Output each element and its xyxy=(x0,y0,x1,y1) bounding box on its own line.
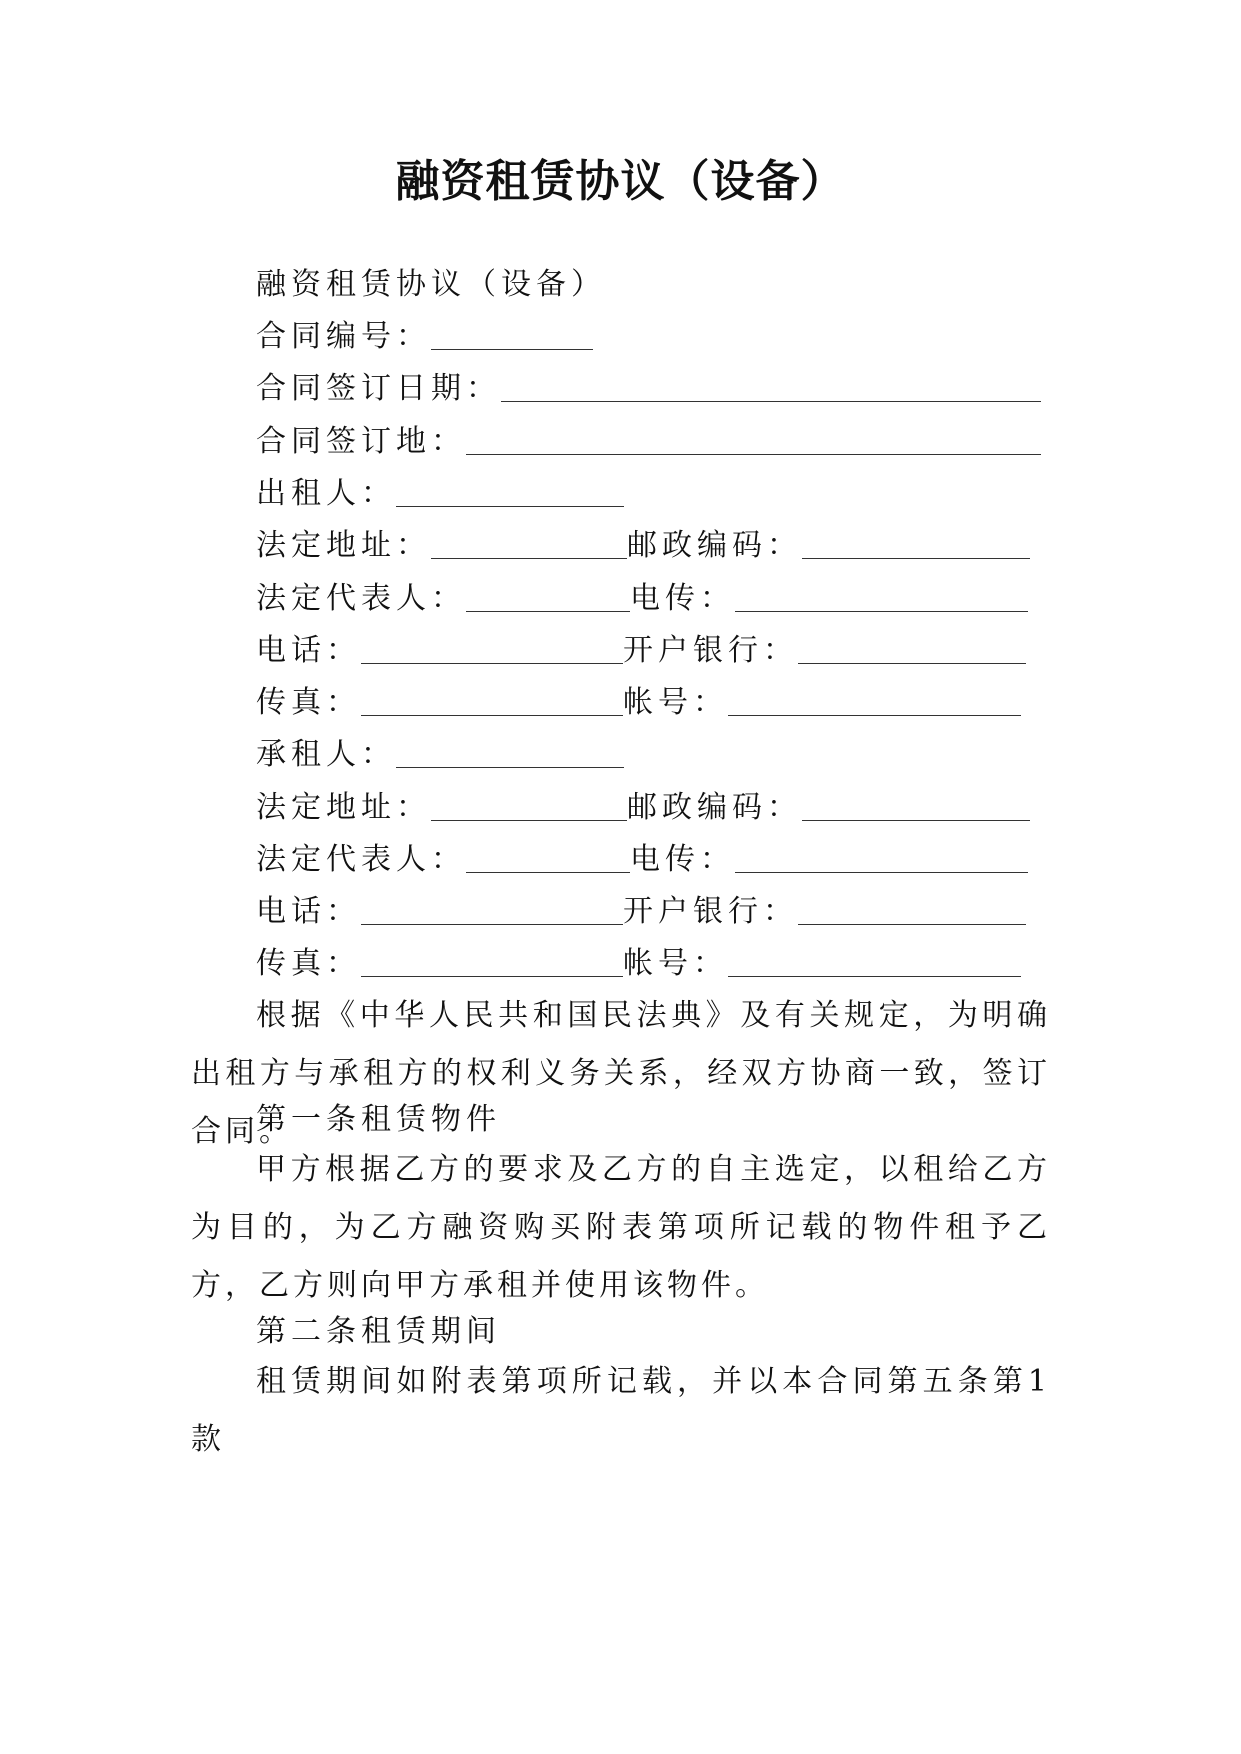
lessor-postcode-field[interactable] xyxy=(802,528,1030,559)
lessor-phone-row xyxy=(256,629,1026,673)
lessor-bank-field[interactable] xyxy=(798,633,1026,664)
lessor-row xyxy=(256,472,624,516)
lessor-rep-label: 法定代表人： xyxy=(256,581,466,616)
lessor-address-row xyxy=(256,524,1030,568)
lessee-name-field[interactable] xyxy=(396,737,624,768)
lessor-name-field[interactable] xyxy=(396,476,624,507)
sign-place-row xyxy=(256,420,1041,464)
article-2-text: 租赁期间如附表第项所记载，并以本合同第五条第1款 xyxy=(191,1364,1051,1457)
lessor-rep-field[interactable] xyxy=(466,581,630,612)
lessor-fax-label: 传真： xyxy=(256,685,361,720)
lessee-label: 承租人： xyxy=(256,737,396,772)
lessee-address-row xyxy=(256,786,1030,830)
contract-number-label: 合同编号： xyxy=(256,319,431,354)
article-1-heading: 第一条租赁物件 xyxy=(256,1102,501,1137)
contract-number-field[interactable] xyxy=(431,319,593,350)
sign-date-label: 合同签订日期： xyxy=(256,371,501,406)
lessor-address-field[interactable] xyxy=(431,528,627,559)
lessor-address-label: 法定地址： xyxy=(256,528,431,563)
lessor-label: 出租人： xyxy=(256,476,396,511)
lessor-account-label: 帐号： xyxy=(623,685,728,720)
lessee-postcode-field[interactable] xyxy=(802,790,1030,821)
lessee-fax-label: 传真： xyxy=(256,946,361,981)
lessee-postcode-label: 邮政编码： xyxy=(627,790,802,825)
article-1-text: 甲方根据乙方的要求及乙方的自主选定，以租给乙方为目的，为乙方融资购买附表第项所记载的物件租予乙方，乙方则向甲方承租并使用该物件。 xyxy=(191,1152,1051,1303)
contract-number-row xyxy=(256,315,593,359)
lessee-rep-label: 法定代表人： xyxy=(256,842,466,877)
document-title: 融资租赁协议（设备） xyxy=(395,156,846,207)
sign-place-field[interactable] xyxy=(466,424,1041,455)
lessor-bank-label: 开户银行： xyxy=(623,633,798,668)
lessee-fax-field[interactable] xyxy=(361,946,623,977)
lessor-rep-row xyxy=(256,577,1028,621)
lessee-fax-row xyxy=(256,942,1021,986)
lessor-account-field[interactable] xyxy=(728,685,1021,716)
lessee-phone-label: 电话： xyxy=(256,894,361,929)
lessor-phone-label: 电话： xyxy=(256,633,361,668)
lessor-postcode-label: 邮政编码： xyxy=(627,528,802,563)
lessee-address-field[interactable] xyxy=(431,790,627,821)
lessor-telegraph-field[interactable] xyxy=(735,581,1028,612)
sign-date-row xyxy=(256,367,1041,411)
lessee-account-field[interactable] xyxy=(728,946,1021,977)
lessee-row xyxy=(256,733,624,777)
lessee-bank-label: 开户银行： xyxy=(623,894,798,929)
article-2-heading: 第二条租赁期间 xyxy=(256,1314,501,1349)
lessor-phone-field[interactable] xyxy=(361,633,623,664)
preamble-paragraph: 根据《中华人民共和国民法典》及有关规定，为明确出租方与承租方的权利义务关系，经双方协商一致，签订合同。 xyxy=(191,998,1051,1149)
sign-date-field[interactable] xyxy=(501,371,1041,402)
lessee-phone-field[interactable] xyxy=(361,894,623,925)
lessee-phone-row xyxy=(256,890,1026,934)
lessee-rep-row xyxy=(256,838,1028,882)
lessee-telegraph-label: 电传： xyxy=(630,842,735,877)
lessor-fax-row xyxy=(256,681,1021,725)
lessee-address-label: 法定地址： xyxy=(256,790,431,825)
lessor-fax-field[interactable] xyxy=(361,685,623,716)
subtitle: 融资租赁协议（设备） xyxy=(256,267,606,302)
lessee-account-label: 帐号： xyxy=(623,946,728,981)
lessor-telegraph-label: 电传： xyxy=(630,581,735,616)
lessee-telegraph-field[interactable] xyxy=(735,842,1028,873)
lessee-bank-field[interactable] xyxy=(798,894,1026,925)
lessee-rep-field[interactable] xyxy=(466,842,630,873)
sign-place-label: 合同签订地： xyxy=(256,424,466,459)
